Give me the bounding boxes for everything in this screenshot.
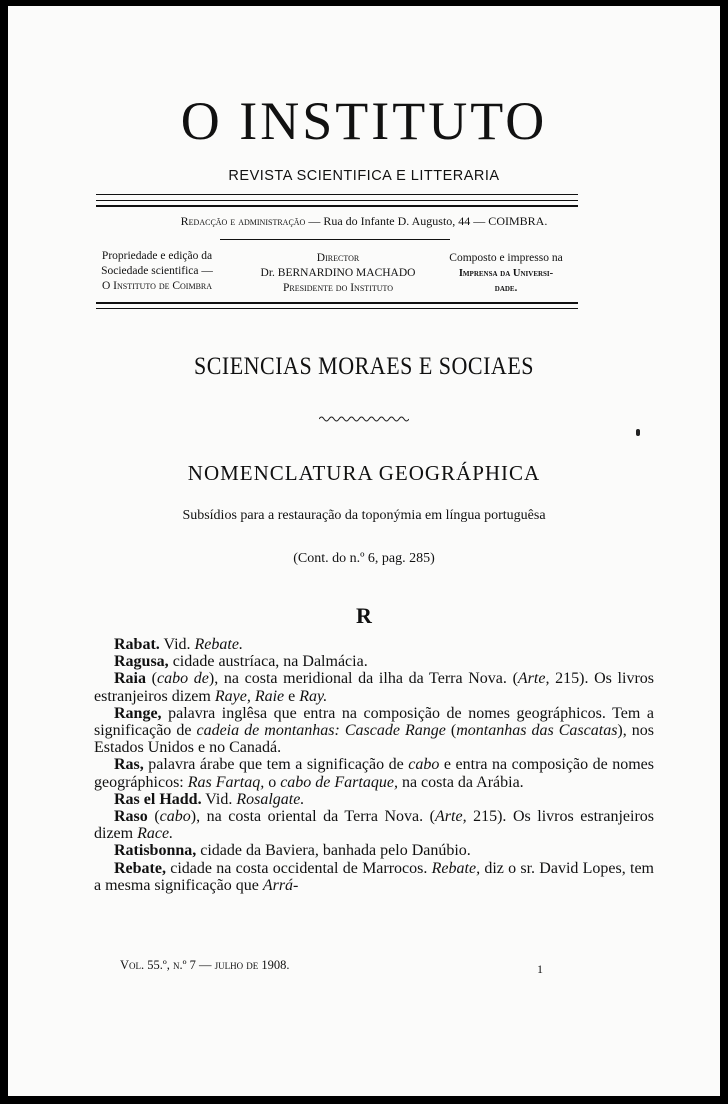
entry-italic-text: Arrá-	[262, 876, 299, 894]
entry-italic-text: Rebate,	[431, 859, 481, 877]
entry-term: Ratisbonna,	[114, 842, 197, 860]
entry-term: Ras el Hadd.	[114, 790, 202, 808]
entry-italic-text: Rebate.	[194, 636, 243, 653]
entry-term: Rabat.	[114, 636, 160, 653]
masthead-right-line-1: Composto e impresso na	[449, 252, 563, 264]
entry-text: 215). Os livros estranjeiros dizem	[94, 670, 655, 705]
entry-text: na costa da Arábia.	[397, 773, 524, 791]
entry-italic-text: cabo	[159, 808, 191, 826]
journal-title: O INSTITUTO	[180, 91, 548, 151]
bottom-rule-1	[96, 302, 578, 304]
entry-term: Raia	[114, 670, 146, 688]
entry-text: palavra inglêsa que entra na composição de nomes geográphicos. Tem a significação de	[94, 704, 654, 740]
entry-text: Vid.	[201, 790, 237, 808]
entry-text: cidade da Baviera, banhada pelo Danúbio.	[196, 842, 471, 860]
entry-text: ), na costa meridional da ilha da Terra Nova. (	[208, 670, 518, 688]
entry-italic-text: Arte,	[435, 808, 467, 826]
entry	[94, 842, 654, 859]
masthead-center-line-2: Dr. BERNARDINO MACHADO	[260, 267, 416, 279]
entry-term: Raso	[114, 808, 148, 826]
masthead-right-line-3: dade.	[494, 283, 518, 294]
entry-italic-text: cabo de	[157, 670, 209, 688]
masthead-center-line-1: Director	[316, 252, 360, 264]
entry-text: ), na costa oriental da Terra Nova. (	[190, 808, 436, 826]
entry-text: o	[264, 773, 281, 791]
entry	[94, 791, 654, 808]
journal-page	[8, 6, 720, 1096]
redaccao-label: Redacção e administração	[180, 214, 306, 228]
entry-term: Range,	[114, 704, 162, 722]
entry	[94, 636, 654, 653]
entry	[94, 860, 654, 894]
entry-italic-text: cabo	[408, 756, 440, 774]
entry-italic-text: Race.	[137, 825, 174, 843]
entry-term: Ras,	[114, 756, 144, 774]
top-rule-3	[96, 205, 578, 207]
top-rule-1	[96, 194, 578, 195]
redaccao-address: — Rua do Infante D. Augusto, 44 — COIMBRA.	[308, 214, 548, 228]
entry-text: e	[284, 687, 300, 705]
entry-italic-text: Ray.	[299, 687, 328, 705]
entry-italic-text: Arte,	[517, 670, 550, 688]
entry-list	[94, 636, 654, 894]
masthead-left-line-1: Propriedade e edição da	[101, 250, 213, 262]
entry-italic-text: cabo de Fartaque,	[280, 773, 398, 791]
entry-text: Vid.	[159, 636, 195, 653]
ornament-divider	[8, 410, 720, 428]
masthead-center-line-3: Presidente do Instituto	[282, 282, 394, 294]
entry-text: diz o sr. David Lopes, tem a mesma significação que	[94, 859, 654, 894]
redaccao-line	[8, 214, 720, 229]
masthead-left	[68, 249, 246, 294]
entry-text: cidade na costa occidental de Marrocos.	[165, 859, 432, 877]
entry-text: (	[146, 670, 157, 688]
masthead-right	[436, 251, 576, 296]
masthead-center	[246, 251, 430, 296]
continuation-note: (Cont. do n.º 6, pag. 285)	[293, 551, 435, 566]
entry-italic-text: cadeia de montanhas: Cascade Range	[196, 722, 446, 740]
bottom-rule-2	[96, 308, 578, 309]
wavy-ornament-icon	[319, 415, 409, 423]
article-title: NOMENCLATURA GEOGRÁPHICA	[187, 461, 541, 485]
entry-text: cidade austríaca, na Dalmácia.	[168, 653, 368, 671]
entry-italic-text: montanhas das Cascatas	[456, 722, 618, 740]
entry	[94, 670, 654, 704]
entry-text: (	[147, 808, 160, 826]
ink-speck	[636, 429, 640, 436]
entry-text: e entra na composição de nomes geográphicos:	[94, 756, 654, 791]
masthead-left-line-2: Sociedade scientifica —	[101, 265, 213, 277]
entry-italic-text: Raye, Raie	[214, 687, 285, 705]
entry	[94, 705, 654, 757]
section-title: SCIENCIAS MORAES E SOCIAES	[194, 351, 534, 380]
article-subtitle: Subsídios para a restauração da toponýmia em língua portuguêsa	[182, 508, 546, 523]
masthead-left-line-3: O Instituto de Coimbra	[101, 280, 213, 292]
section-letter: R	[356, 603, 372, 628]
entry-text: ), nos Estados Unidos e no Canadá.	[94, 722, 655, 757]
entry-text: (	[445, 722, 457, 740]
top-rule-2	[96, 200, 578, 201]
entry	[94, 808, 654, 842]
entry-term: Ragusa,	[114, 653, 169, 671]
journal-subtitle: REVISTA SCIENTIFICA E LITTERARIA	[228, 168, 500, 184]
mid-rule	[220, 239, 450, 240]
entry-italic-text: Ras Fartaq,	[187, 773, 265, 791]
entry-text: 215). Os livros estranjeiros dizem	[94, 808, 655, 843]
entry-term: Rebate,	[114, 859, 166, 877]
entry	[94, 756, 654, 790]
entry-italic-text: Rosalgate.	[236, 790, 305, 808]
entry	[94, 653, 654, 670]
page-number: 1	[537, 962, 543, 976]
masthead-right-line-2: Imprensa da Universi-	[458, 268, 554, 279]
footer-volume: Vol. 55.º, n.º 7 — julho de 1908.	[120, 958, 290, 972]
entry-text: palavra árabe que tem a significação de	[143, 756, 409, 774]
